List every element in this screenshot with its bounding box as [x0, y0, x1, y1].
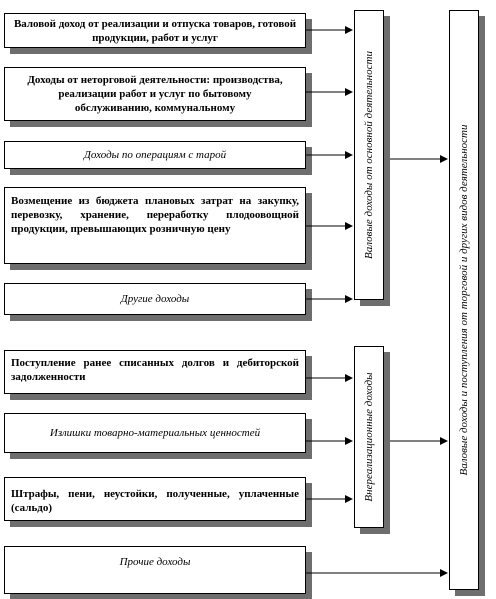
- source-label: Возмещение из бюджета плановых затрат на закупку, перевозку, хранение, переработку плодоовощной продукции, превышающих розничную цену: [11, 195, 299, 235]
- source-label: Другие доходы: [120, 293, 190, 305]
- source-label: Прочие доходы: [119, 556, 191, 568]
- group-non-operating-label: Внереализационные доходы: [363, 372, 375, 502]
- group-main-activity-label: Валовые доходы от основной деятельности: [363, 51, 375, 259]
- source-label: Поступление ранее списанных долгов и дебиторской задолженности: [11, 357, 299, 383]
- source-label: Доходы от неторговой деятельности: производства, реализации работ и услуг по бытовому обслуживанию, коммунальному: [27, 74, 283, 114]
- source-label: Валовой доход от реализации и отпуска товаров, готовой продукции, работ и услуг: [13, 17, 297, 44]
- source-label: Излишки товарно-материальных ценностей: [49, 427, 261, 439]
- group-total-label: Валовые доходы и поступления от торговой и других видов деятельности: [458, 124, 470, 476]
- source-label: Штрафы, пени, неустойки, полученные, уплаченные (сальдо): [11, 488, 299, 514]
- source-label: Доходы по операциям с тарой: [83, 149, 227, 161]
